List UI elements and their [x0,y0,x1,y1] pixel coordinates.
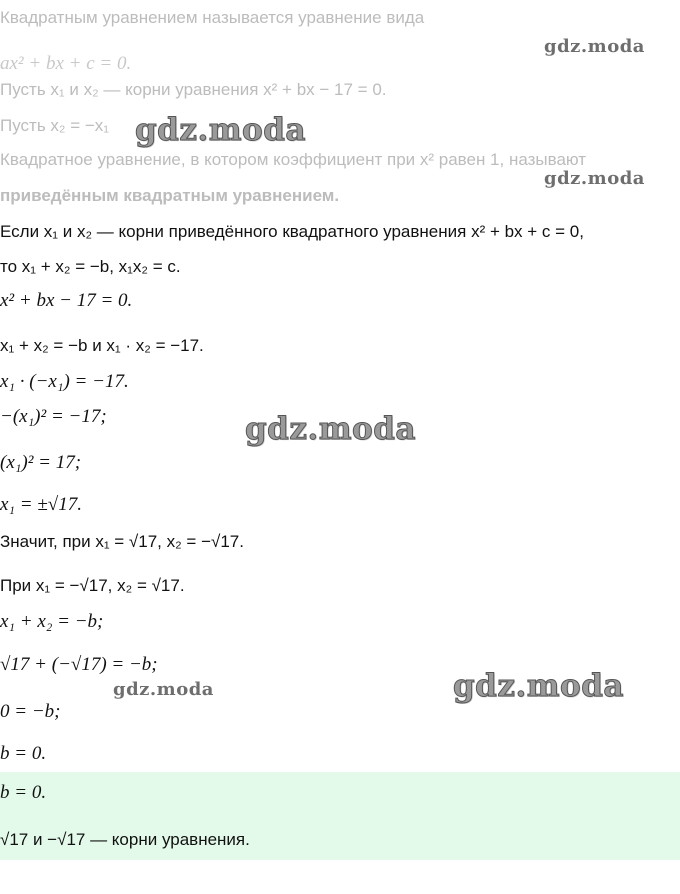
watermark-logo: gdz.moda [453,668,624,704]
sum-substituted-line: √17 + (−√17) = −b; [0,654,158,675]
vieta-statement-line: Если x₁ и x₂ — корни приведённого квадратного уравнения x² + bx + c = 0, [0,222,584,241]
watermark-logo: gdz.moda [544,168,645,189]
system-line: x₁ + x₂ = −b и x₁ · x₂ = −17. [0,336,204,355]
square-line: (x₁)² = 17; [0,452,82,473]
case2-line: При x₁ = −√17, x₂ = √17. [0,576,185,595]
let-roots-text: Пусть x₁ и x₂ — корни уравнения x² + bx − 17 = 0. [0,80,387,99]
general-form-formula: ax² + bx + c = 0. [0,53,132,74]
negated-square-line: −(x₁)² = −17; [0,406,107,427]
definition-text: Квадратным уравнением называется уравнение вида [0,8,425,27]
let-x2-text: Пусть x₂ = −x₁ [0,116,110,135]
reduced-definition-text: Квадратное уравнение, в котором коэффициент при x² равен 1, называют [0,150,587,169]
equation-line: x² + bx − 17 = 0. [0,290,133,311]
watermark-logo: gdz.moda [113,679,214,700]
watermark-logo: gdz.moda [544,36,645,57]
answer-line-1: b = 0. [0,782,47,803]
zero-line: 0 = −b; [0,701,61,722]
sum-line: x₁ + x₂ = −b; [0,611,104,632]
reduced-term-text: приведённым квадратным уравнением. [0,186,340,205]
case1-line: Значит, при x₁ = √17, x₂ = −√17. [0,532,244,551]
roots-line: x₁ = ±√17. [0,494,82,515]
watermark-logo: gdz.moda [245,411,416,447]
vieta-formulas-line: то x₁ + x₂ = −b, x₁x₂ = c. [0,257,181,276]
b-result-line: b = 0. [0,743,47,764]
substitution-line: x₁ · (−x₁) = −17. [0,371,129,392]
watermark-logo: gdz.moda [135,112,306,148]
answer-line-2: √17 и −√17 — корни уравнения. [0,830,250,849]
